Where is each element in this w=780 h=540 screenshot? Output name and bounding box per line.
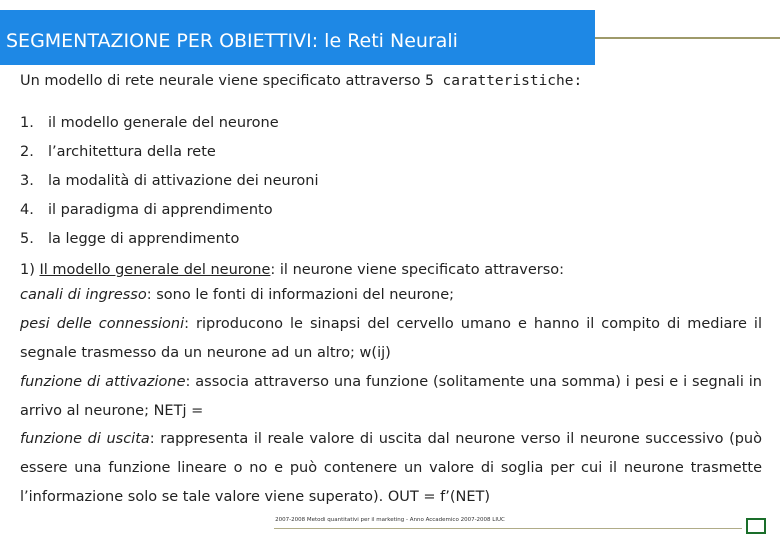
- intro-line: [20, 73, 582, 89]
- footer-rule: [274, 528, 742, 529]
- definition-item: [20, 425, 762, 512]
- list-item-number: 5.: [20, 231, 34, 247]
- list-item-number: 2.: [20, 144, 34, 160]
- definition-text: : associa attraverso una funzione (solitamente una somma) i pesi e i segnali in arrivo al neurone; NETj =: [20, 374, 762, 419]
- list-item-number: 4.: [20, 202, 34, 218]
- definition-term: funzione di uscita: [20, 431, 150, 447]
- intro-text: Un modello di rete neurale viene specificato attraverso: [20, 73, 426, 89]
- title-rule: [595, 37, 780, 39]
- list-item-label: il paradigma di apprendimento: [48, 202, 273, 218]
- list-item: [20, 231, 239, 247]
- next-slide-button[interactable]: [746, 518, 766, 534]
- page-title: SEGMENTAZIONE PER OBIETTIVI: le Reti Neurali: [6, 30, 458, 52]
- definition-text: : riproducono le sinapsi del cervello umano e hanno il compito di mediare il segnale trasmesso da un neurone ad un altro; w(ij): [20, 316, 762, 361]
- section-prefix: 1): [20, 262, 40, 278]
- intro-emphasis: 5 caratteristiche:: [425, 73, 583, 89]
- list-item-label: il modello generale del neurone: [48, 115, 279, 131]
- definition-text: : rappresenta il reale valore di uscita dal neurone verso il neurone successivo (può essere una funzione lineare o no e può contenere un valore di soglia per cui il neurone trasmette l’informazione solo se tale valore viene superato). OUT = f’(NET): [20, 431, 762, 505]
- list-item-number: 3.: [20, 173, 34, 189]
- section-heading: [20, 262, 564, 278]
- definition-item: [20, 281, 762, 310]
- list-item: [20, 173, 318, 189]
- list-item-number: 1.: [20, 115, 34, 131]
- footer-text: 2007-2008 Metodi quantitativi per il marketing - Anno Accademico 2007-2008 LIUC: [275, 517, 505, 523]
- list-item: [20, 144, 216, 160]
- list-item-label: la modalità di attivazione dei neuroni: [48, 173, 319, 189]
- definition-item: [20, 368, 762, 426]
- list-item-label: la legge di apprendimento: [48, 231, 240, 247]
- list-item-label: l’architettura della rete: [48, 144, 216, 160]
- definition-term: canali di ingresso: [20, 287, 147, 303]
- list-item: [20, 202, 273, 218]
- list-item: [20, 115, 279, 131]
- section-title: Il modello generale del neurone: [39, 262, 271, 278]
- definition-item: [20, 310, 762, 368]
- definition-term: funzione di attivazione: [20, 374, 186, 390]
- section-rest: : il neurone viene specificato attraverso:: [270, 262, 565, 278]
- definition-text: : sono le fonti di informazioni del neurone;: [146, 287, 455, 303]
- definition-term: pesi delle connessioni: [20, 316, 185, 332]
